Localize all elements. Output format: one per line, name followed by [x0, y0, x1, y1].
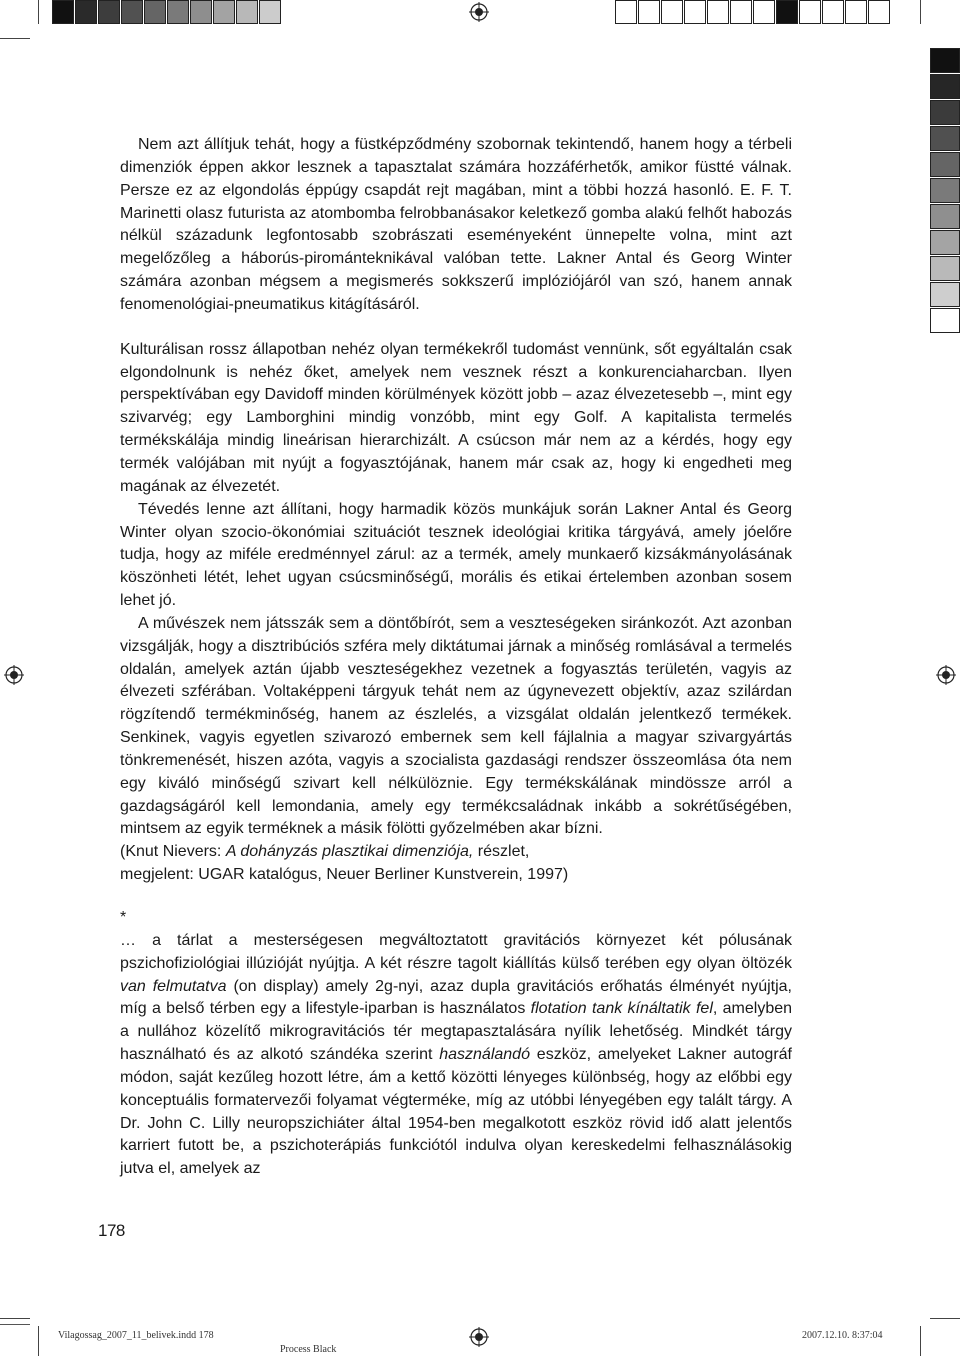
color-swatch [144, 0, 166, 24]
crop-mark-top-left [0, 38, 30, 39]
color-swatch [930, 308, 960, 333]
color-swatch [98, 0, 120, 24]
page-number: 178 [98, 1221, 125, 1240]
color-swatch [190, 0, 212, 24]
color-swatch [167, 0, 189, 24]
paragraph: Tévedés lenne azt állítani, hogy harmadik közös munkájuk során Lakner Antal és Georg Winter olyan szocio-ökonómiai szituációt tesznek ideológiai kritika tárgyává, amely jóelőre tudja, hogy az miféle eredménnyel zárul: az a termék, amely munkaerő kizsákmányolásának köszönheti létét, lehet ugyan csúcsminőségű, morális és etikai értelemben azonban sosem lehet jó. [120, 500, 792, 610]
text-run: (on display) amely 2g-nyi, azaz dupla gravitációs erőhatás élményét nyújtja, míg a belső térben egy a lifestyle-iparban is használatos [120, 977, 792, 1018]
color-swatch [930, 256, 960, 281]
crop-mark-bottom-right-v [920, 1326, 921, 1356]
crop-mark-bottom-left-v [38, 1326, 39, 1356]
color-swatch [930, 48, 960, 73]
color-swatch [799, 0, 821, 24]
registration-mark-icon-top [469, 2, 489, 22]
citation-source: megjelent: UGAR katalógus, Neuer Berliner Kunstverein, 1997) [120, 866, 569, 884]
paragraph: Nem azt állítjuk tehát, hogy a füstképződmény szobornak tekintendő, hanem hogy a térbeli dimenziók éppen akkor lesznek a tapasztalat számára hozzáférhetők, amikor füstté válnak. Persze ez az elgondolás éppúgy csapdát rejt magában, mint a többi hozzá hasonló. E. F. T. Marinetti olasz futurista az atombomba felrobbanásakor keletkező gomba alakú felhőt habozás nélkül századunk legfontosabb szobrászati eseményeként ünnepelte volna, mint azt megelőzőleg a háborús-pirománteknikával valóban tette. Lakner Antal és Georg Winter számára azonban mégsem a megismerés sokkszerű implóziójáról van szó, hanem annak fenomenológiai-pneumatikus kitágításáról. [120, 136, 792, 313]
text-run-italic: van felmutatva [120, 977, 227, 995]
color-swatch [930, 230, 960, 255]
text-run: … a tárlat a mesterségesen megváltoztatott gravitációs környezet két pólusának pszichofiziológiai illúzióját nyújtja. A két részre tagolt kiállítás külső terében egy olyan öltözék [120, 931, 792, 972]
article-body [120, 134, 792, 1181]
crop-mark-bottom-right [930, 1318, 960, 1319]
color-swatch [868, 0, 890, 24]
citation-suffix: részlet, [473, 843, 530, 861]
citation-title: A dohányzás plasztikai dimenziója, [225, 843, 474, 861]
slug-datetime: 2007.12.10. 8:37:04 [802, 1330, 883, 1341]
registration-mark-icon-bottom [469, 1327, 489, 1347]
crop-mark-bottom-left [0, 1318, 30, 1319]
color-bar-top-right [615, 0, 891, 24]
citation-prefix: (Knut Nievers: [120, 843, 226, 861]
color-swatch [730, 0, 752, 24]
color-swatch [930, 152, 960, 177]
color-swatch [52, 0, 74, 24]
color-swatch [753, 0, 775, 24]
color-swatch [121, 0, 143, 24]
text-run-italic: flotation tank kínáltatik fel [530, 1000, 713, 1018]
slug-filename: Vilagossag_2007_11_belivek.indd 178 [58, 1330, 214, 1341]
color-swatch [213, 0, 235, 24]
color-swatch [638, 0, 660, 24]
text-run-italic: használandó [439, 1046, 530, 1064]
crop-mark-top-right-v [920, 0, 921, 24]
paragraph: Kulturálisan rossz állapotban nehéz olyan termékekről tudomást vennünk, sőt egyáltalán csak elgondolnunk is nehéz őket, amelyek nem vesznek részt a konkurenciaharcban. Ilyen perspektívában egy Davidoff minden körülmények között jobb – azaz élvezetesebb –, mint egy szivarvég; egy Lamborghini mindig vonzóbb, mint egy Golf. A kapitalista termelés termékskálája mindig lineárisan hierarchizált. A csúcson már nem az a kérdés, hogy egy termék valójában mit nyújt a fogyasztójának, hanem már csak az, hogy ki engedheti meg magának az élvezetét. [120, 340, 792, 495]
section-separator: * [120, 909, 127, 926]
color-swatch [661, 0, 683, 24]
color-swatch [707, 0, 729, 24]
slug-color-name: Process Black [280, 1344, 337, 1355]
paragraph: A művészek nem játsszák sem a döntőbírót, sem a veszteségeken siránkozót. Azt azonban vizsgálják, hogy a disztribúciós szféra mely diktátumai járnak a minőség romlásával a termelés oldalán, amelyek aztán újabb veszteségekhez vezetnek a fogyasztás területén, vagyis az élvezeti szférában. Voltaképpeni tárgyuk tehát nem az úgynevezett objektív, azaz szilárdan rögzítendő termékminőség, hanem az észlelés, a vizsgálat oldalán jelentkező termékek. Senkinek, vagyis egyetlen szivarozó embernek sem kell fájlalnia a magyar szivargyártás tönkremenését, hiszen azóta, vagyis a szocialista gazdasági rendszer összeomlása óta nem egy kiváló minőségű szivart kell nélkülöznie. Egy termékskálának mindössze arról a gazdagságáról kell lemondania, amely egy termékcsaládnak inkább a sokrétűségében, mintsem az egyik terméknek a másik fölötti győzelmében akar bízni. [120, 614, 792, 838]
color-swatch [845, 0, 867, 24]
slug-rule [0, 1324, 30, 1325]
color-swatch [776, 0, 798, 24]
color-swatch [930, 178, 960, 203]
color-bar-top-left [52, 0, 282, 24]
color-swatch [75, 0, 97, 24]
color-swatch [930, 74, 960, 99]
paragraph [120, 930, 792, 1181]
crop-mark-top-left-v [38, 0, 39, 24]
color-swatch [684, 0, 706, 24]
registration-mark-icon-left [4, 665, 24, 685]
color-swatch [930, 282, 960, 307]
color-swatch [615, 0, 637, 24]
color-swatch [822, 0, 844, 24]
text-run: , amelyben a nullához közelítő mikrogravitációs tér megtapasztalására nyílik lehetőség. Mindkét tárgy használható és az alkotó szándéka szerint [120, 1000, 793, 1064]
text-run: eszköz, amelyeket Lakner autográf módon, saját kezűleg hozott létre, ám a kettő közötti lényeges különbség, hogy az előbbi egy konceptuális formatervezői folyamat végterméke, míg az utóbbi lényegében egy talált tárgy. A Dr. John C. Lilly neuropszichiáter által 1954-ben megalkotott eszköz rövid idő alatt jelentős karriert futott be, a pszichoterápiás funkciótól indulva olyan kereskedelmi felhasználásokig jutva el, amelyek az [120, 1046, 792, 1178]
citation [120, 841, 792, 864]
color-swatch [930, 126, 960, 151]
color-swatch [930, 204, 960, 229]
color-swatch [259, 0, 281, 24]
color-bar-side [930, 48, 960, 334]
color-swatch [236, 0, 258, 24]
registration-mark-icon-right [936, 665, 956, 685]
color-swatch [930, 100, 960, 125]
